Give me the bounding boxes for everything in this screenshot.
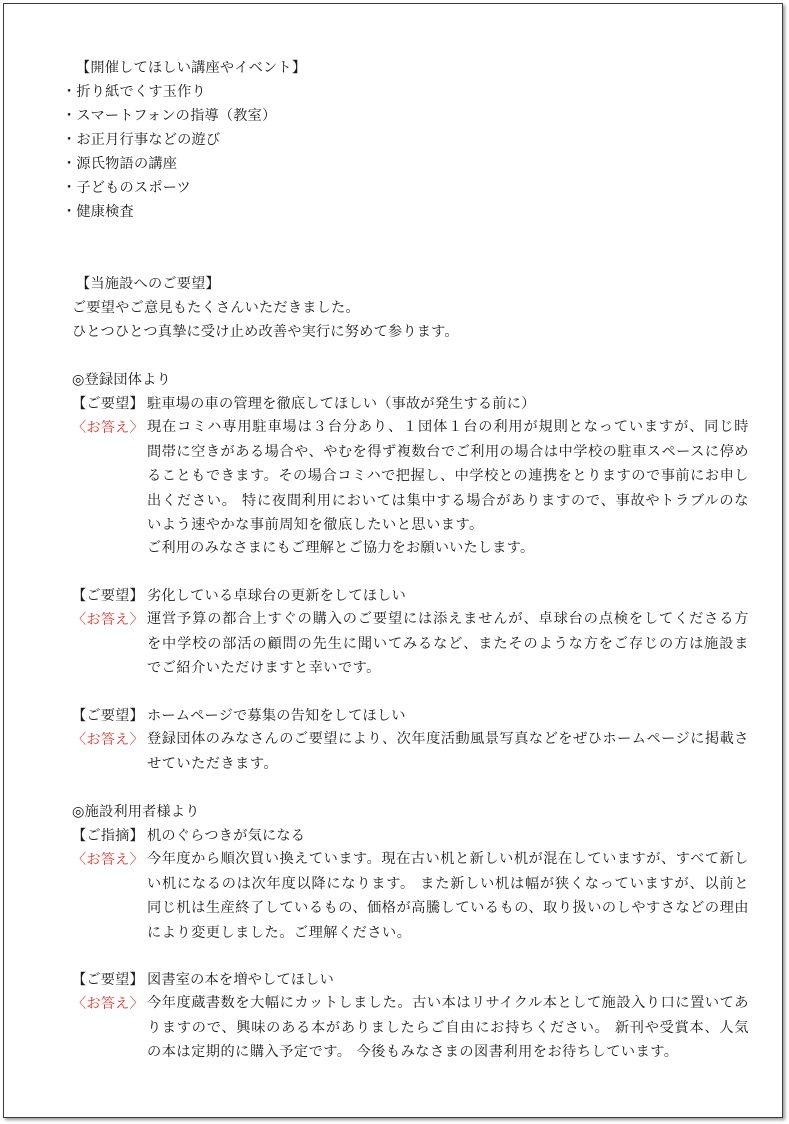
list-item: ・折り紙でくす玉作り bbox=[62, 84, 206, 100]
requests-heading: 【当施設へのご要望】 bbox=[76, 276, 220, 292]
list-item: ・お正月行事などの遊び bbox=[62, 132, 221, 148]
request-text: 机のぐらつきが気になる bbox=[147, 828, 306, 844]
list-item: ・スマートフォンの指導（教室） bbox=[62, 108, 277, 124]
list-item: ・子どものスポーツ bbox=[62, 180, 191, 196]
requests-intro-line: ひとつひとつ真摯に受け止め改善や実行に努めて参ります。 bbox=[72, 324, 459, 340]
request-label: 【ご指摘】 bbox=[72, 828, 144, 844]
answer-text: ご利用のみなさまにもご理解とご協力をお願いいたします。 bbox=[147, 540, 535, 556]
answer-text: 今年度から順次買い換えています。現在古い机と新しい机が混在していますが、すべて新しい机になるのは次年度以降になります。 また新しい机は幅が狭くなっていますが、以前と同じ机は生産終了しているもの、価格が高騰しているもの、取り扱いのしやすさなどの理由により変更しました。ご理解ください。 bbox=[147, 851, 749, 941]
request-label: 【ご要望】 bbox=[72, 588, 144, 604]
answer-label: 〈お答え〉 bbox=[72, 732, 144, 748]
list-item: ・源氏物語の講座 bbox=[62, 156, 178, 172]
request-text: 図書室の本を増やしてほしい bbox=[147, 972, 335, 988]
answer-label: 〈お答え〉 bbox=[72, 612, 144, 628]
request-label: 【ご要望】 bbox=[72, 708, 144, 724]
request-text: 劣化している卓球台の更新をしてほしい bbox=[147, 588, 406, 604]
events-heading: 【開催してほしい講座やイベント】 bbox=[76, 60, 307, 76]
request-label: 【ご要望】 bbox=[72, 396, 144, 412]
requests-intro-line: ご要望やご意見もたくさんいただきました。 bbox=[72, 300, 360, 316]
answer-text: 現在コミハ専用駐車場は３台分あり、１団体１台の利用が規則となっていますが、同じ時間帯に空きがある場合や、やむを得ず複数台でご利用の場合は中学校の駐車スペースに停めることもできます。その場合コミハで把握し、中学校との連携をとりますので事前にお申し出ください。 特に夜間利用においては集中する場合がありますので、事故やトラブルのないよう速やかな事前周知を徹底したいと思います。 bbox=[147, 419, 749, 534]
list-item: ・健康検査 bbox=[62, 204, 134, 220]
users-heading: ◎施設利用者様より bbox=[72, 804, 200, 820]
request-text: ホームページで募集の告知をしてほしい bbox=[147, 708, 406, 724]
groups-heading: ◎登録団体より bbox=[72, 372, 171, 388]
answer-label: 〈お答え〉 bbox=[72, 420, 144, 436]
request-text: 駐車場の車の管理を徹底してほしい（事故が発生する前に） bbox=[147, 396, 536, 412]
answer-label: 〈お答え〉 bbox=[72, 852, 144, 868]
answer-text: 今年度蔵書数を大幅にカットしました。古い本はリサイクル本として施設入り口に置いてありますので、興味のある本がありましたらご自由にお持ちください。 新刊や受賞本、人気の本は定期的に購入予定です。 今後もみなさまの図書利用をお待ちしています。 bbox=[147, 995, 749, 1061]
request-label: 【ご要望】 bbox=[72, 972, 144, 988]
answer-text: 登録団体のみなさんのご要望により、次年度活動風景写真などをぜひホームページに掲載させていただきます。 bbox=[147, 731, 749, 772]
answer-text: 運営予算の都合上すぐの購入のご要望には添えませんが、卓球台の点検をしてくださる方を中学校の部活の顧問の先生に聞いてみるなど、またそのような方をご存じの方は施設までご紹介いただけますと幸いです。 bbox=[147, 611, 749, 677]
answer-label: 〈お答え〉 bbox=[72, 996, 144, 1012]
